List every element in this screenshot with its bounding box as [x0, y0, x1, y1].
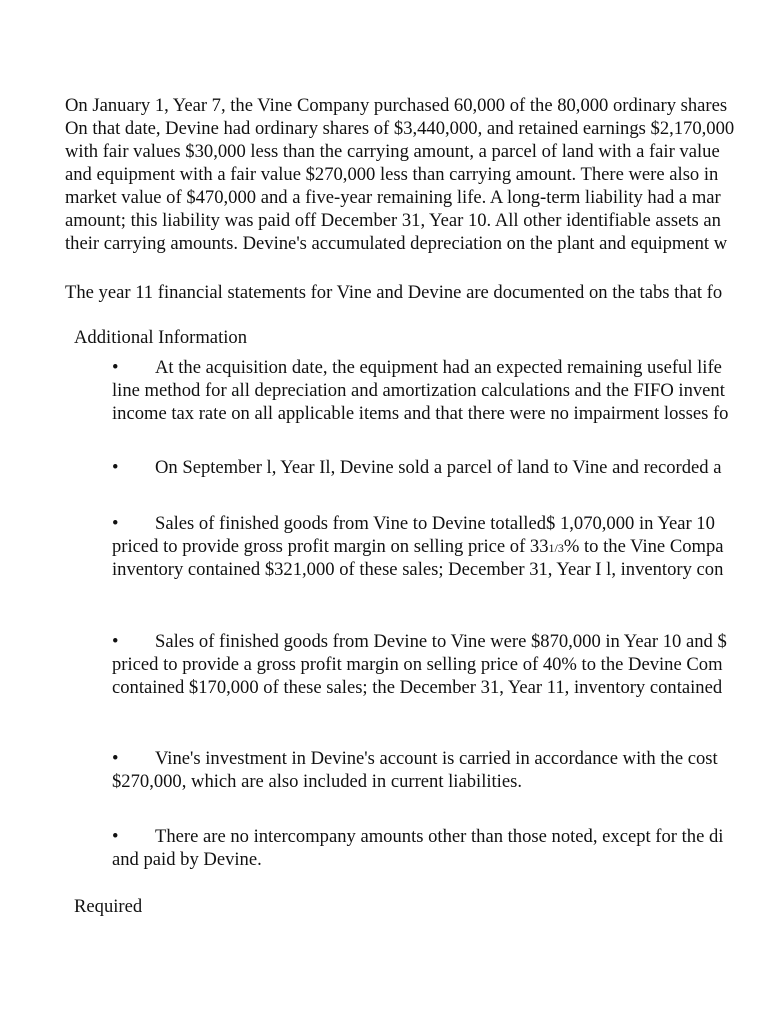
bullet-text: Sales of finished goods from Devine to Vine were $870,000 in Year 10 and $: [155, 631, 727, 652]
bullet-icon: •: [112, 513, 119, 534]
bullet-text: and paid by Devine.: [112, 849, 262, 870]
bullet-text: inventory contained $321,000 of these sales; December 31, Year I l, inventory con: [112, 559, 724, 580]
bullet-text: priced to provide a gross profit margin on selling price of 40% to the Devine Com: [112, 654, 723, 675]
bullet-text: Sales of finished goods from Vine to Devine totalled$ 1,070,000 in Year 10: [155, 513, 715, 534]
intro-line: On January 1, Year 7, the Vine Company purchased 60,000 of the 80,000 ordinary shares: [65, 95, 728, 116]
intro-line: their carrying amounts. Devine's accumulated depreciation on the plant and equipment w: [65, 233, 728, 254]
bullet-text: income tax rate on all applicable items and that there were no impairment losses fo: [112, 403, 729, 424]
intro-line: On that date, Devine had ordinary shares of $3,440,000, and retained earnings $2,170,000: [65, 118, 735, 139]
intro-line: and equipment with a fair value $270,000 less than carrying amount. There were also in: [65, 164, 719, 185]
bullet-text: contained $170,000 of these sales; the December 31, Year 11, inventory contained: [112, 677, 723, 698]
additional-info-heading: Additional Information: [74, 327, 247, 348]
intro-line: market value of $470,000 and a five-year remaining life. A long-term liability had a mar: [65, 187, 721, 208]
bullet-text: At the acquisition date, the equipment had an expected remaining useful life: [155, 357, 722, 378]
fraction-text: 1/3: [548, 541, 564, 555]
bullet-text: line method for all depreciation and amortization calculations and the FIFO invent: [112, 380, 725, 401]
intro-line: amount; this liability was paid off December 31, Year 10. All other identifiable assets an: [65, 210, 721, 231]
bullet-icon: •: [112, 457, 119, 478]
bullet-icon: •: [112, 357, 119, 378]
bullet-icon: •: [112, 748, 119, 769]
bullet-text: There are no intercompany amounts other than those noted, except for the di: [155, 826, 724, 847]
intro-line: with fair values $30,000 less than the carrying amount, a parcel of land with a fair value: [65, 141, 720, 162]
bullet-text: Vine's investment in Devine's account is carried in accordance with the cost: [155, 748, 718, 769]
bullet-text: $270,000, which are also included in current liabilities.: [112, 771, 522, 792]
bullet-text: [112, 535, 724, 560]
required-heading: Required: [74, 896, 143, 917]
bullet-text: On September l, Year Il, Devine sold a parcel of land to Vine and recorded a: [155, 457, 722, 478]
statements-paragraph: The year 11 financial statements for Vine and Devine are documented on the tabs that fo: [65, 282, 723, 303]
bullet-icon: •: [112, 826, 119, 847]
bullet-text-part: priced to provide gross profit margin on selling price of 33: [112, 536, 549, 557]
bullet-text-part: % to the Vine Compa: [563, 536, 724, 557]
bullet-icon: •: [112, 631, 119, 652]
